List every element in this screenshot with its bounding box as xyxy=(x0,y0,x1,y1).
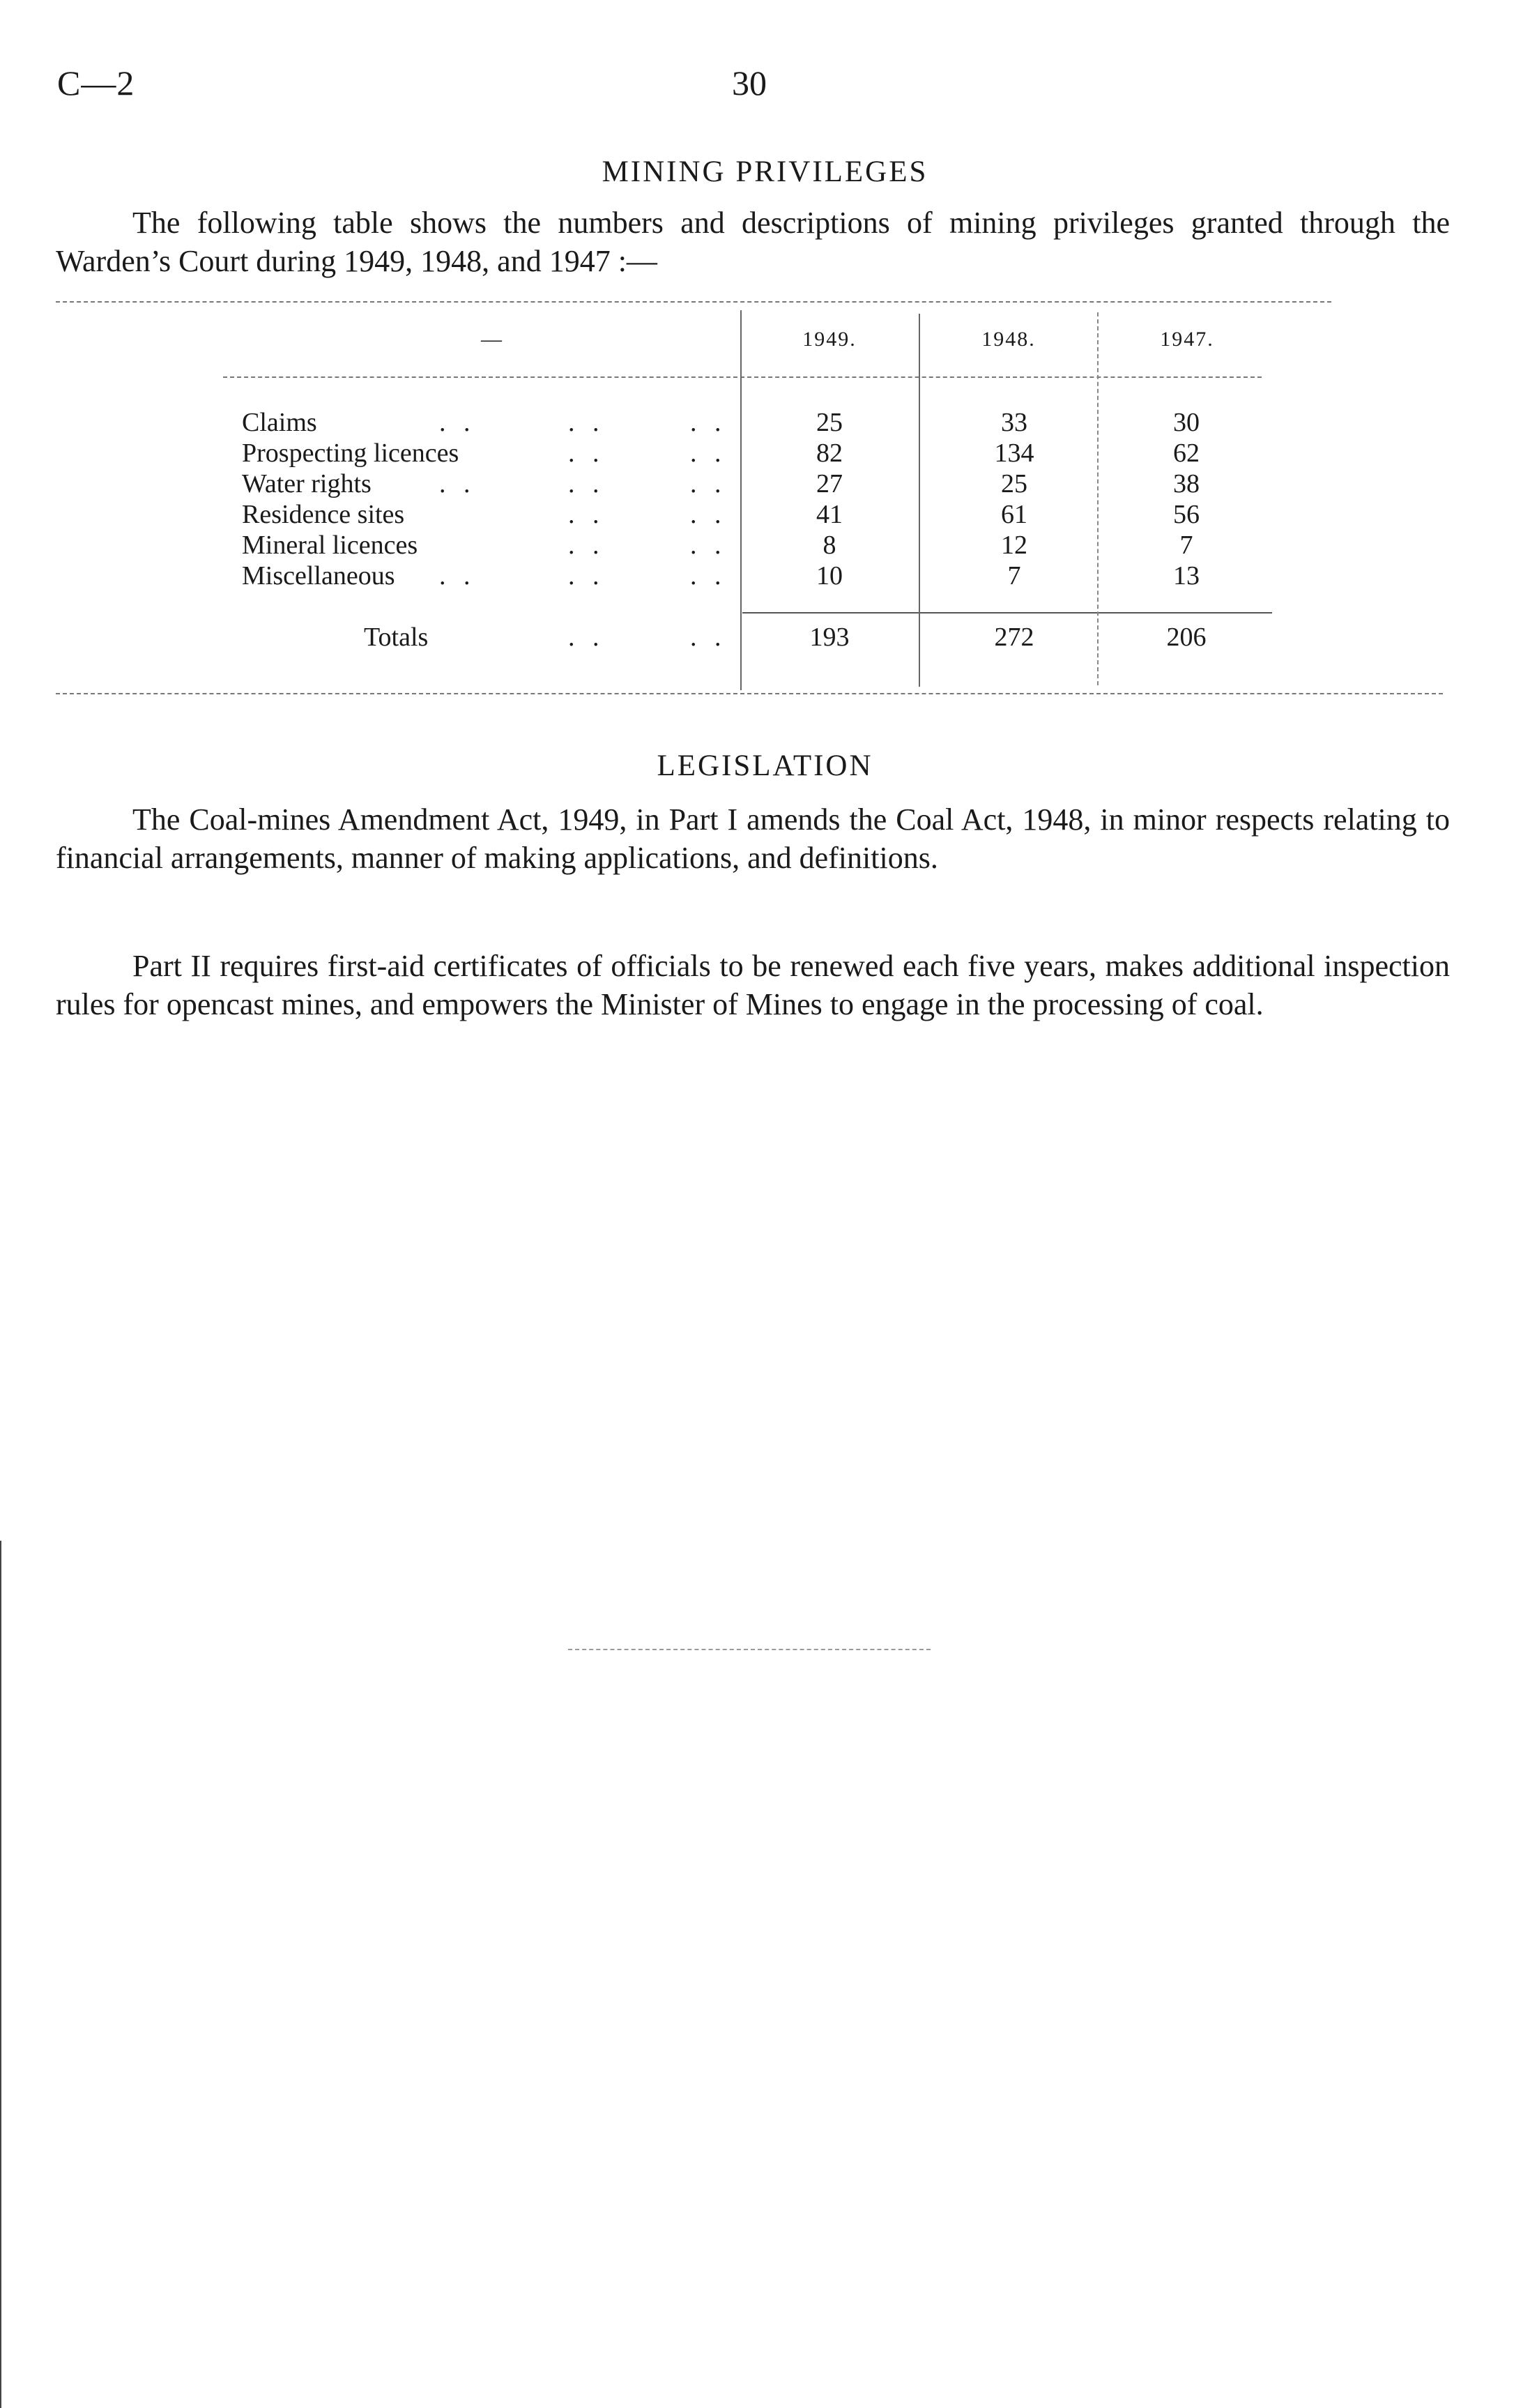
row-label: Claims xyxy=(242,408,317,437)
page-edge-line xyxy=(0,1541,1,2408)
row-label: Residence sites xyxy=(242,500,405,529)
leader-dots: . . xyxy=(690,500,727,529)
total-1948: 272 xyxy=(994,623,1034,652)
cell-1947: 13 xyxy=(1173,561,1200,590)
totals-rule xyxy=(742,612,1272,614)
end-rule xyxy=(568,1649,931,1650)
leader-dots: . . xyxy=(568,561,605,590)
column-divider xyxy=(1097,312,1099,685)
leader-dots: . . xyxy=(568,500,605,529)
column-divider xyxy=(740,310,742,690)
cell-1948: 12 xyxy=(1001,531,1027,560)
totals-label: Totals xyxy=(364,623,429,652)
cell-1947: 56 xyxy=(1173,500,1200,529)
page-identifier: C—2 xyxy=(57,63,135,102)
leader-dots: . . xyxy=(439,408,476,437)
column-header: 1947. xyxy=(1160,328,1214,351)
legislation-paragraph-2 xyxy=(56,947,1450,1023)
row-label: Mineral licences xyxy=(242,531,418,560)
legislation-text-1: The Coal-mines Amendment Act, 1949, in Part I amends the Coal Act, 1948, in minor respects relating to financial arrangements, manner of making applications, and definitions. xyxy=(56,802,1450,875)
row-label: Miscellaneous xyxy=(242,561,395,590)
cell-1948: 7 xyxy=(1007,561,1021,590)
cell-1947: 7 xyxy=(1179,531,1193,560)
table-bottom-rule xyxy=(56,693,1443,694)
leader-dots: . . xyxy=(690,469,727,498)
intro-paragraph xyxy=(56,204,1450,280)
row-label: Water rights xyxy=(242,469,372,498)
leader-dots: . . xyxy=(568,623,605,652)
table-top-rule xyxy=(56,301,1331,303)
cell-1948: 61 xyxy=(1001,500,1027,529)
leader-dots: . . xyxy=(568,439,605,468)
leader-dots: . . xyxy=(690,623,727,652)
leader-dots: . . xyxy=(690,408,727,437)
legislation-text-2: Part II requires first-aid certificates of officials to be renewed each five years, makes additional inspection rules for opencast mines, and empowers the Minister of Mines to engage in the processing of coal. xyxy=(56,949,1450,1021)
total-1949: 193 xyxy=(809,623,850,652)
leader-dots: . . xyxy=(690,561,727,590)
leader-dots: . . xyxy=(439,469,476,498)
leader-dots: . . xyxy=(568,469,605,498)
cell-1947: 62 xyxy=(1173,439,1200,468)
cell-1949: 41 xyxy=(816,500,843,529)
cell-1949: 25 xyxy=(816,408,843,437)
leader-dots: . . xyxy=(568,531,605,560)
cell-1947: 38 xyxy=(1173,469,1200,498)
cell-1948: 25 xyxy=(1001,469,1027,498)
legislation-paragraph-1 xyxy=(56,800,1450,877)
section-heading-mining-privileges: MINING PRIVILEGES xyxy=(602,155,928,188)
cell-1947: 30 xyxy=(1173,408,1200,437)
cell-1949: 27 xyxy=(816,469,843,498)
cell-1949: 10 xyxy=(816,561,843,590)
leader-dots: . . xyxy=(568,408,605,437)
column-header: 1948. xyxy=(981,328,1036,351)
cell-1948: 134 xyxy=(994,439,1034,468)
column-divider xyxy=(919,314,920,687)
cell-1948: 33 xyxy=(1001,408,1027,437)
page-number: 30 xyxy=(732,63,767,102)
header-bottom-rule xyxy=(223,376,1262,378)
row-label: Prospecting licences xyxy=(242,439,459,468)
total-1947: 206 xyxy=(1166,623,1207,652)
stub-header: — xyxy=(481,328,502,351)
leader-dots: . . xyxy=(439,561,476,590)
cell-1949: 8 xyxy=(823,531,836,560)
cell-1949: 82 xyxy=(816,439,843,468)
intro-text: The following table shows the numbers and descriptions of mining privileges granted through the Warden’s Court during 1949, 1948, and 1947 :— xyxy=(56,206,1450,278)
leader-dots: . . xyxy=(690,531,727,560)
section-heading-legislation: LEGISLATION xyxy=(657,749,873,782)
column-header: 1949. xyxy=(802,328,857,351)
leader-dots: . . xyxy=(690,439,727,468)
